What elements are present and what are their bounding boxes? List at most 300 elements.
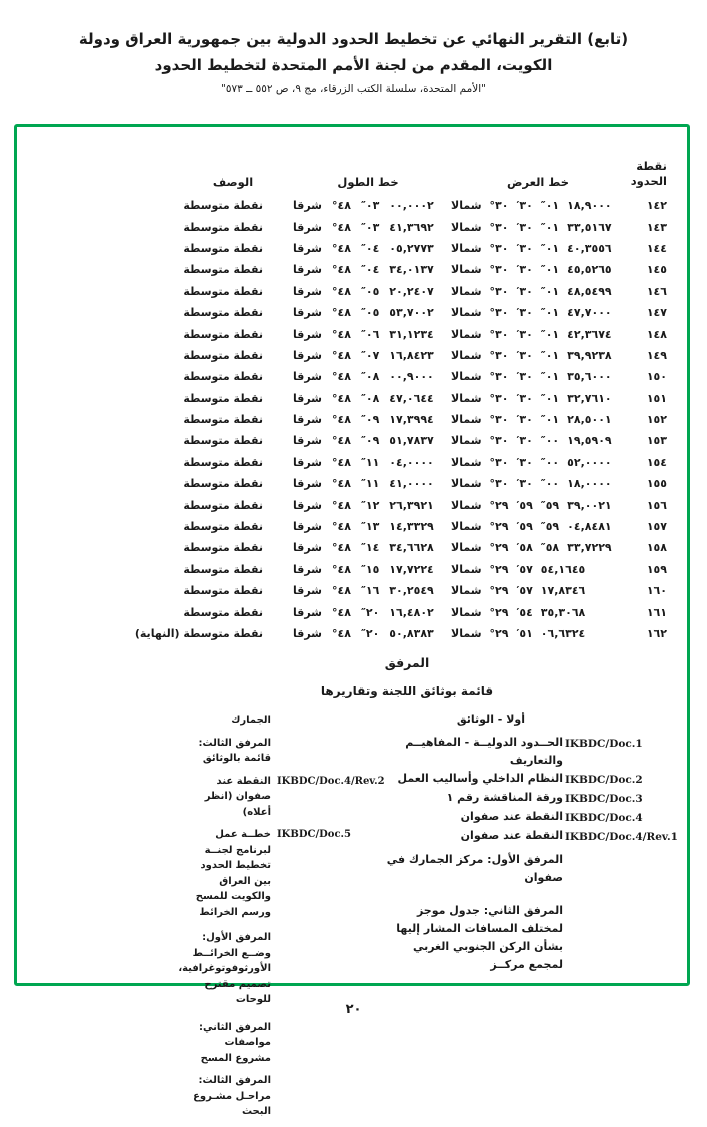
coordinate-token: ٣٥,٣٠٦٨ [540,605,586,619]
coordinate-token: شمالا [451,370,482,384]
coordinate-token: °٤٨ [332,455,351,469]
point-number: ١٥٤ [646,455,667,469]
coordinate-token: ″١٣ [360,520,380,534]
coordinate-token: °٣٠ [489,199,509,213]
table-row [177,323,667,344]
latitude-value [447,563,629,576]
coordinate-token: شمالا [451,605,482,619]
document-code: IKBDC/Doc.2 [565,774,643,786]
coordinate-token: ١٦,٤٨٠٢ [389,605,434,619]
table-row [177,452,667,473]
table-row [177,494,667,515]
annex-item-text: المرفق الثالث: قائمة بالوثائق [198,737,271,764]
longitude-value [289,563,447,576]
coordinate-token: ″٠١ [540,306,560,320]
coordinate-token: °٣٠ [489,455,509,469]
annex-item-text: المرفق الثالث: مراحـل مشـروع البحث [193,1075,271,1117]
coordinate-token: °٤٨ [332,348,351,362]
coordinate-token: ″٠١ [540,391,560,405]
coordinate-token: ″٠٨ [360,391,380,405]
coordinate-token: °٢٩ [489,520,509,534]
annex-list-item [183,736,365,767]
coordinate-token: شرقا [293,605,322,619]
coordinate-token: °٣٠ [489,477,509,491]
coordinate-token: ′٥١ [516,627,533,640]
coordinate-token: شرقا [293,413,322,427]
coordinate-token: ٣٣,٧٢٢٩ [567,541,612,555]
coordinate-token: ٥١,٧٨٣٧ [389,434,434,448]
coordinate-token: °٤٨ [332,434,351,448]
coordinate-token: ٥٢,٠٠٠٠ [567,455,612,469]
point-description: نقطة متوسطة [183,477,263,491]
coordinate-token: ٤٥,٥٢٦٥ [567,263,612,277]
latitude-value [447,627,629,640]
coordinate-token: ١٧,٧٢٢٤ [389,562,434,576]
coordinate-token: ′٥٧ [516,562,533,576]
table-row [177,559,667,580]
coordinate-token: شمالا [451,306,482,320]
table-row [177,345,667,366]
document-title-line1: (تابع) التقرير النهائي عن تخطيط الحدود الدولية بين جمهورية العراق ودولة [78,30,629,48]
latitude-value [447,392,629,405]
coordinate-token: شمالا [451,413,482,427]
coordinate-token: ٢٦,٣٩٢١ [389,498,434,512]
longitude-value [289,477,447,490]
coordinate-token: ٥٤,١٦٤٥ [540,562,586,576]
latitude-value [447,370,629,383]
documents-list [369,734,678,974]
coordinate-token: ′٣٠ [516,477,533,491]
coordinate-token: ′٥٤ [516,605,533,619]
coordinate-token: شمالا [451,391,482,405]
longitude-value [289,499,447,512]
coordinate-token: ″٥٩ [540,520,560,534]
document-list-item [369,789,665,808]
coordinate-token: شمالا [451,455,482,469]
longitude-value [289,541,447,554]
coordinate-token: °٣٠ [489,306,509,320]
latitude-value [447,221,629,234]
coordinate-token: ″٠٨ [360,370,380,384]
coordinate-token: °٢٩ [489,562,509,576]
coordinate-token: ٠٦,٦٣٢٤ [540,627,586,640]
document-list-item [369,902,665,974]
coordinate-token: ٣٤,٠١٣٧ [389,263,434,277]
coordinate-token: شمالا [451,477,482,491]
annex-title: المرفق [384,655,430,670]
coordinate-token: °٤٨ [332,327,351,341]
document-title: النقطة عند صفوان [460,810,563,823]
coordinate-token: ″٢٠ [360,605,380,619]
table-row [177,216,667,237]
coordinate-token: ″٠١ [540,370,560,384]
coordinate-token: ١٧,٣٩٩٤ [389,413,434,427]
coordinate-token: °٢٩ [489,627,509,640]
latitude-value [447,263,629,276]
coordinate-token: ″٠٤ [360,241,380,255]
coordinate-token: شرقا [293,370,322,384]
coordinate-token: °٤٨ [332,520,351,534]
coordinate-token: ٤٧,٠٦٤٤ [389,391,434,405]
coordinate-token: شمالا [451,263,482,277]
coordinate-token: °٤٨ [332,370,351,384]
coordinate-token: ′٣٠ [516,348,533,362]
latitude-value [447,584,629,597]
document-code: IKBDC/Doc.1 [565,738,643,750]
coordinate-token: شرقا [293,477,322,491]
table-row [177,430,667,451]
coordinate-token: °٣٠ [489,413,509,427]
latitude-value [447,541,629,554]
coordinate-token: ″٠٣ [360,199,380,213]
column-header-point-number [629,159,667,189]
coordinate-token: ١٨,٩٠٠٠ [567,199,612,213]
table-row [134,623,667,644]
coordinate-token: ′٣٠ [516,284,533,298]
latitude-value [447,477,629,490]
coordinate-token: ′٣٠ [516,370,533,384]
document-title: المرفق الأول: مركز الجمارك في صفوان [386,853,563,884]
coordinate-token: شرقا [293,520,322,534]
coordinate-token: شرقا [293,627,322,640]
coordinate-token: شمالا [451,541,482,555]
coordinate-token: ٤١,٣٦٩٢ [389,220,434,234]
coordinate-token: شمالا [451,498,482,512]
annex-list-item [183,1073,365,1120]
table-row [177,238,667,259]
coordinate-token: ٣١,١٢٣٤ [389,327,434,341]
latitude-value [447,199,629,212]
coordinate-token: شرقا [293,241,322,255]
point-number: ١٦٢ [646,627,667,640]
coordinate-token: ″٥٨ [540,541,560,555]
coordinate-token: ′٥٩ [516,520,533,534]
point-description: نقطة متوسطة [183,348,263,362]
coordinate-token: شمالا [451,327,482,341]
coordinate-token: ″٠٩ [360,413,380,427]
coordinate-token: شرقا [293,306,322,320]
table-row [177,195,667,216]
longitude-value [289,413,447,426]
coordinate-token: °٣٠ [489,348,509,362]
coordinate-token: ″٥٩ [540,498,560,512]
coordinate-token: ٠٠,٩٠٠٠ [389,370,434,384]
documents-section-heading: أولا - الوثائق [456,713,525,726]
coordinate-token: °٤٨ [332,199,351,213]
coordinate-token: شمالا [451,562,482,576]
coordinate-token: ٣٥,٦٠٠٠ [567,370,612,384]
document-list-item [369,827,678,846]
coordinate-token: شرقا [293,562,322,576]
longitude-value [289,627,447,640]
coordinate-token: °٤٨ [332,605,351,619]
coordinate-token: ′٥٧ [516,584,533,598]
coordinate-token: ٠٤,٠٠٠٠ [389,455,434,469]
point-description: نقطة متوسطة [183,391,263,405]
point-description: نقطة متوسطة [183,199,263,213]
annex-right-column [369,711,678,974]
coordinate-token: ′٥٨ [516,541,533,555]
coordinate-token: ′٣٠ [516,391,533,405]
coordinate-token: ٣٩,٠٠٢١ [567,498,612,512]
table-row [177,259,667,280]
latitude-value [447,328,629,341]
latitude-value [447,413,629,426]
coordinate-token: ″٠٠ [540,477,560,491]
longitude-value [289,456,447,469]
coordinate-token: ″١٥ [360,562,380,576]
point-description: نقطة متوسطة [183,520,263,534]
point-description: نقطة متوسطة [183,241,263,255]
coordinate-token: شمالا [451,520,482,534]
table-header-row [177,149,667,195]
coordinate-token: °٣٠ [489,434,509,448]
coordinate-token: °٣٠ [489,284,509,298]
column-header-latitude: خط العرض [507,175,569,189]
document-code [565,851,665,852]
annex-item-text: النقطة عند صفوان (انظر أعلاه) [204,775,271,818]
coordinate-token: ″٠٠ [540,434,560,448]
document-list-item [369,851,665,887]
annex-item-text: الجمارك [231,715,271,726]
point-description: نقطة متوسطة [183,284,263,298]
coordinate-token: ٤٠,٣٥٥٦ [567,241,612,255]
coordinate-token: °٤٨ [332,220,351,234]
document-source-note: "الأمم المتحدة، سلسلة الكتب الزرقاء، مج ٩، ص ٥٥٢ ــ ٥٧٣" [221,83,486,95]
longitude-value [289,221,447,234]
column-header-longitude: خط الطول [337,175,399,189]
coordinate-token: ٥٣,٧٠٠٢ [389,306,434,320]
latitude-value [447,434,629,447]
coordinate-token: °٤٨ [332,263,351,277]
coordinate-token: شمالا [451,627,482,640]
point-number: ١٤٦ [646,284,667,298]
point-number: ١٥٥ [646,477,667,491]
coordinate-token: شرقا [293,391,322,405]
coordinate-token: ٣٢,٧٦١٠ [567,391,612,405]
point-number: ١٥٠ [646,370,667,384]
coordinate-token: ١٤,٣٣٢٩ [389,520,434,534]
point-description: نقطة متوسطة [183,434,263,448]
coordinate-token: ′٣٠ [516,455,533,469]
annex-subtitle: قائمة بوثائق اللجنة وتقاريرها [320,684,494,698]
document-list-item [369,808,665,827]
table-row [177,409,667,430]
table-row [177,366,667,387]
coordinate-token: ″١٤ [360,541,380,555]
coordinate-token: شرقا [293,284,322,298]
coordinate-token: ٤٢,٣٦٧٤ [567,327,612,341]
coordinate-token: ٤٧,٧٠٠٠ [567,306,612,320]
coordinate-token: °٤٨ [332,627,351,640]
longitude-value [289,434,447,447]
point-description: نقطة متوسطة [183,584,263,598]
coordinate-token: ٣٠,٢٥٤٩ [389,584,434,598]
longitude-value [289,520,447,533]
coordinate-token: ″٠٤ [360,263,380,277]
point-description: نقطة متوسطة [183,263,263,277]
longitude-value [289,606,447,619]
coordinate-token: ″٠٥ [360,284,380,298]
document-code: IKBDC/Doc.4 [565,812,643,824]
longitude-value [289,306,447,319]
coordinate-token: ١٩,٥٩٠٩ [567,434,612,448]
point-description: نقطة متوسطة [183,541,263,555]
coordinate-token: شرقا [293,348,322,362]
coordinate-token: °٣٠ [489,220,509,234]
point-number: ١٥٨ [646,541,667,555]
coordinate-token: ′٣٠ [516,327,533,341]
latitude-value [447,520,629,533]
coordinate-token: شرقا [293,541,322,555]
document-code: IKBDC/Doc.5 [277,829,351,840]
page-number: ٢٠ [345,1002,362,1017]
latitude-value [447,285,629,298]
coordinate-token: شرقا [293,327,322,341]
coordinate-token: ′٥٩ [516,498,533,512]
point-number: ١٤٥ [646,263,667,277]
longitude-value [289,370,447,383]
coordinate-token: ٤١,٠٠٠٠ [389,477,434,491]
coordinate-token: ١٨,٠٠٠٠ [567,477,612,491]
longitude-value [289,263,447,276]
coordinate-token: °٤٨ [332,284,351,298]
boundary-points-table [134,149,667,644]
coordinate-token: °٤٨ [332,584,351,598]
coordinate-token: شرقا [293,220,322,234]
coordinate-token: °٣٠ [489,370,509,384]
point-number: ١٥٦ [646,498,667,512]
latitude-value [447,242,629,255]
point-description: نقطة متوسطة [183,306,263,320]
point-number: ١٥١ [646,391,667,405]
coordinate-token: شمالا [451,434,482,448]
document-title: ورقة المناقشة رقم ١ [446,791,563,804]
coordinate-token: ″٠١ [540,348,560,362]
coordinate-token: ″٠١ [540,199,560,213]
table-row [177,302,667,323]
point-description: نقطة متوسطة [183,562,263,576]
coordinate-token: ٠٠,٠٠٠٢ [389,199,434,213]
table-row [177,537,667,558]
coordinate-token: ٣٣,٥١٦٧ [567,220,612,234]
coordinate-token: ″٠١ [540,220,560,234]
coordinate-token: شرقا [293,434,322,448]
coordinate-token: ″٠٠ [540,455,560,469]
table-row [177,580,667,601]
coordinate-token: ٣٤,٦٦٢٨ [389,541,434,555]
coordinate-token: شرقا [293,263,322,277]
coordinate-token: شرقا [293,498,322,512]
longitude-value [289,584,447,597]
coordinate-token: °٤٨ [332,306,351,320]
point-description: نقطة متوسطة [183,370,263,384]
latitude-value [447,349,629,362]
latitude-value [447,606,629,619]
point-number: ١٦٠ [646,584,667,598]
coordinate-token: ′٣٠ [516,241,533,255]
table-row [177,516,667,537]
latitude-value [447,456,629,469]
coordinate-token: شمالا [451,348,482,362]
coordinate-token: ٢٠,٢٤٠٧ [389,284,434,298]
coordinate-token: ″٠١ [540,241,560,255]
table-row [177,281,667,302]
coordinate-token: ٢٨,٥٠٠١ [567,413,612,427]
point-number: ١٤٩ [646,348,667,362]
coordinate-token: °٣٠ [489,241,509,255]
coordinate-token: ″٠٧ [360,348,380,362]
column-header-point-line1: نقطة [636,159,667,173]
coordinate-token: °٢٩ [489,605,509,619]
point-number: ١٤٤ [646,241,667,255]
coordinate-token: ′٣٠ [516,220,533,234]
coordinate-token: °٤٨ [332,241,351,255]
annex-list-item [183,713,365,729]
longitude-value [289,328,447,341]
document-code: IKBDC/Doc.4/Rev.2 [277,775,385,787]
longitude-value [289,199,447,212]
coordinate-token: شمالا [451,241,482,255]
green-content-frame [14,124,690,1117]
document-code [565,902,665,903]
point-description: نقطة متوسطة [183,498,263,512]
point-description: نقطة متوسطة [183,327,263,341]
coordinate-token: شرقا [293,455,322,469]
point-number: ١٥٢ [646,413,667,427]
coordinate-token: ١٧,٨٣٤٦ [540,584,586,598]
coordinate-token: ٣٩,٩٢٣٨ [567,348,612,362]
coordinate-token: °٤٨ [332,541,351,555]
annex-item-text: المرفق الأول: وضــع الخرائــط الأورثوفوتوغرافية، تصميم مقترح للوحات [178,932,271,1005]
coordinate-token: ″٠٣ [360,220,380,234]
coordinate-token: ″٠١ [540,413,560,427]
coordinate-token: °٤٨ [332,562,351,576]
longitude-value [289,285,447,298]
coordinate-token: ′٣٠ [516,306,533,320]
document-title: النظام الداخلي وأساليب العمل [397,772,563,785]
point-number: ١٥٧ [646,520,667,534]
document-code: IKBDC/Doc.4/Rev.1 [565,831,678,843]
table-row [177,388,667,409]
coordinate-token: ′٣٠ [516,434,533,448]
coordinate-token: °٣٠ [489,327,509,341]
coordinate-token: °٢٩ [489,498,509,512]
point-number: ١٥٩ [646,562,667,576]
document-list-item [369,770,665,789]
coordinate-token: شمالا [451,220,482,234]
point-number: ١٤٨ [646,327,667,341]
point-number: ١٤٧ [646,306,667,320]
point-description: نقطة متوسطة [183,413,263,427]
annex-item-text: خطــة عمل لبرنامج لجنــة تخطيط الحدود بين العراق والكويت للمسح ورسم الخرائط [195,829,271,918]
coordinate-token: شمالا [451,284,482,298]
point-number: ١٦١ [646,605,667,619]
coordinate-token: °٢٩ [489,584,509,598]
coordinate-token: ٠٥,٢٧٧٣ [389,241,434,255]
coordinate-token: ٤٨,٥٤٩٩ [567,284,612,298]
coordinate-token: ′٣٠ [516,263,533,277]
table-row [177,601,667,622]
coordinate-token: شرقا [293,584,322,598]
latitude-value [447,499,629,512]
coordinate-token: ″١٢ [360,498,380,512]
column-header-description: الوصف [212,175,254,189]
annex-list-item [183,1020,365,1067]
document-title-line2: الكويت، المقدم من لجنة الأمم المتحدة لتخطيط الحدود [154,56,553,74]
point-description: نقطة متوسطة [183,220,263,234]
document-title: النقطة عند صفوان [460,829,563,842]
